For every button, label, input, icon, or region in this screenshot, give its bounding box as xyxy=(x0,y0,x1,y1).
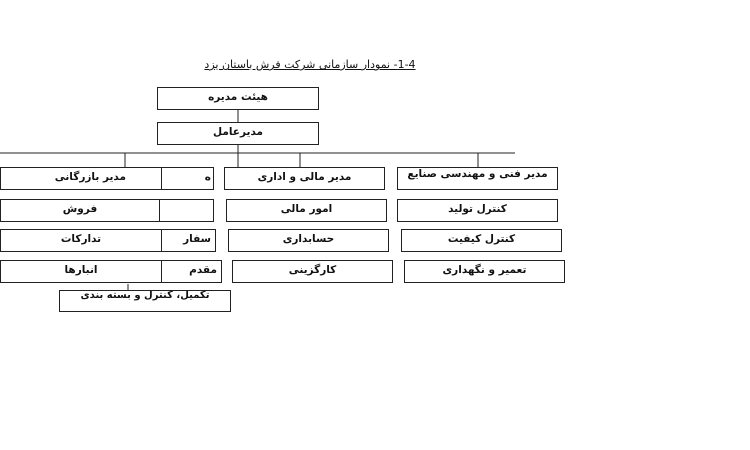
maintenance-box: تعمیر و نگهداری xyxy=(404,260,565,283)
orders-box: سفار xyxy=(57,229,216,252)
financial-affairs-box: امور مالی xyxy=(226,199,387,222)
production-control-box: کنترل تولید xyxy=(397,199,558,222)
technical-manager-box: مدیر فنی و مهندسی صنایع xyxy=(397,167,558,190)
accounting-box: حسابداری xyxy=(228,229,389,252)
sales-box: فروش xyxy=(0,199,160,222)
commercial-manager-box: مدیر بازرگانی xyxy=(0,167,162,190)
finishing-packaging-box: تکمیل، کنترل و بسته بندی xyxy=(59,290,231,312)
prerequisites-box: مقدم xyxy=(57,260,222,283)
procurement-box: تدارکات xyxy=(0,229,162,252)
hidden-manager-box: ه xyxy=(55,167,214,190)
ceo-box: مدیرعامل xyxy=(157,122,319,145)
finance-manager-box: مدیر مالی و اداری xyxy=(224,167,385,190)
quality-control-box: کنترل کیفیت xyxy=(401,229,562,252)
warehouses-box: انبارها xyxy=(0,260,162,283)
board-of-directors-box: هیئت مدیره xyxy=(157,87,319,110)
personnel-box: کارگزینی xyxy=(232,260,393,283)
chart-title: 1-4- نمودار سازمانی شرکت فرش باستان یزد xyxy=(204,58,416,71)
